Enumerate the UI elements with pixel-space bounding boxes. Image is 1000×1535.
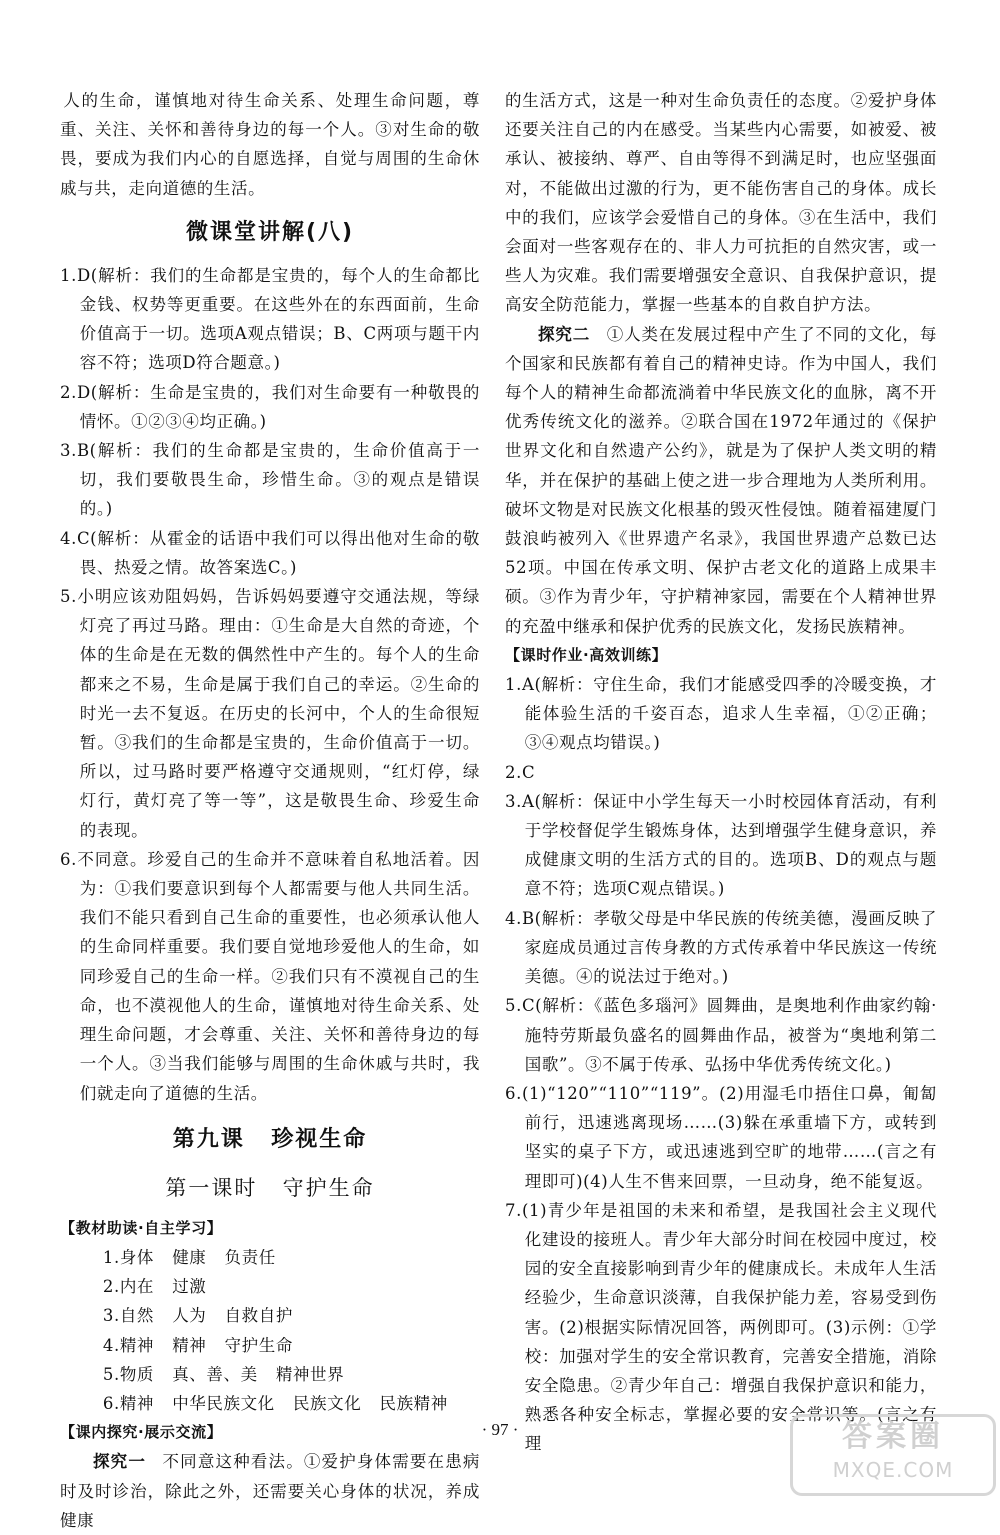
explore-header: 【课内探究·展示交流】 (60, 1423, 223, 1442)
self-study-answer-6 (60, 1389, 480, 1418)
explore-two-label: 探究二 (538, 324, 591, 344)
explore-two-text: ①人类在发展过程中产生了不同的文化，每个国家和民族都有着自己的精神史诗。作为中国人，我们每个人的精神生命都流淌着中华民族文化的血脉，离不开优秀传统文化的滋养。②联合国在1972年通过的《保护世界文化和自然遗产公约》，就是为了保护人类文明的精华，并在保护的基础上使之进一步合理地为人类所利用。破坏文物是对民族文化根基的毁灭性侵蚀。随着福建厦门鼓浪屿被列入《世界遗产名录》，我国世界遗产总数已达52项。中国在传承文明、保护古老文化的道路上成果丰硕。③作为青少年，守护精神家园，需要在个人精神世界的充盈中继承和保护优秀的民族文化，发扬民族精神。 (505, 324, 937, 636)
lesson-title (60, 1118, 480, 1162)
answer-word: 守护生命 (224, 1335, 293, 1355)
intro-paragraph: 人的生命，谨慎地对待生命关系、处理生命问题，尊重、关注、关怀和善待身边的每一个人。③对生命的敬畏，要成为我们内心的自愿选择，自觉与周围的生命休戚与共，走向道德的生活。 (60, 91, 480, 198)
right-column (505, 86, 937, 1459)
answer-word: 1.身体 (102, 1247, 155, 1267)
homework-item-3: 3.A(解析：保证中小学生每天一小时校园体育活动，有利于学校督促学生锻炼身体，达到增强学生健身意识，养成健康文明的生活方式的目的。选项B、D的观点与题意不符；选项C观点错误。) (505, 791, 937, 899)
lesson-number: 第九课 (172, 1126, 245, 1152)
answer-word: 2.内在 (102, 1277, 155, 1297)
homework-item-2: 2.C (505, 762, 536, 782)
answer-item-1: 1.D(解析：我们的生命都是宝贵的，每个人的生命都比金钱、权势等更重要。在这些外在的东西面前，生命价值高于一切。选项A观点错误；B、C两项与题干内容不符；选项D符合题意。) (60, 265, 480, 373)
self-study-answer-3 (60, 1301, 480, 1330)
answer-word: 健康 (172, 1247, 207, 1267)
homework-item-6: 6.(1)“120”“110”“119”。(2)用湿毛巾捂住口鼻，匍匐前行，迅速逃离现场……(3)躲在承重墙下方，或转到坚实的桌子下方，或迅速逃到空旷的地带……(言之有理即可)(4)人生不售来回票，一旦动身，绝不能复返。 (505, 1083, 937, 1191)
self-study-answer-4 (60, 1331, 480, 1360)
answer-word: 过激 (172, 1277, 207, 1297)
answer-item-6: 6.不同意。珍爱自己的生命并不意味着自私地活着。因为：①我们要意识到每个人都需要与他人共同生活。我们不能只看到自己生命的重要性，也必须承认他人的生命同样重要。我们要自觉地珍爱他人的生命，如同珍爱自己的生命一样。②我们只有不漠视自己的生命，也不漠视他人的生命，谨慎地对待生命关系、处理生命问题，才会尊重、关注、关怀和善待身边的每一个人。③当我们能够与周围的生命休戚与共时，我们就走向了道德的生活。 (60, 849, 480, 1103)
answer-word: 精神 (172, 1335, 207, 1355)
answer-word: 中华民族文化 (172, 1393, 275, 1413)
explore-one-label: 探究一 (93, 1452, 147, 1472)
self-study-header: 【教材助读·自主学习】 (60, 1218, 223, 1237)
homework-item-4: 4.B(解析：孝敬父母是中华民族的传统美德，漫画反映了家庭成员通过言传身教的方式传承着中华民族这一传统美德。④的说法过于绝对。) (505, 908, 937, 987)
self-study-answer-5 (60, 1360, 480, 1389)
watermark-logo (790, 1414, 996, 1496)
explore-one-text: 不同意这种看法。①爱护身体需要在患病时及时诊治，除此之外，还需要关心身体的状况，养成健康 (60, 1452, 480, 1530)
homework-item-1: 1.A(解析：守住生命，我们才能感受四季的冷暖变换，才能体验生活的千姿百态，追求人生幸福，①②正确；③④观点均错误。) (505, 675, 937, 753)
watermark-main-text: 答案圈 (842, 1419, 944, 1454)
lesson-name: 珍视生命 (271, 1126, 368, 1152)
answer-word: 6.精神 (102, 1393, 155, 1413)
answer-word: 4.精神 (102, 1335, 155, 1355)
answer-item-4: 4.C(解析：从霍金的话语中我们可以得出他对生命的敬畏、热爱之情。故答案选C。) (60, 528, 480, 577)
answer-item-3: 3.B(解析：我们的生命都是宝贵的，生命价值高于一切，我们要敬畏生命，珍惜生命。③的观点是错误的。) (60, 441, 480, 519)
answer-word: 自救自护 (224, 1306, 293, 1326)
homework-item-5: 5.C(解析：《蓝色多瑙河》圆舞曲，是奥地利作曲家约翰·施特劳斯最负盛名的圆舞曲作品，被誉为“奥地利第二国歌”。③不属于传承、弘扬中华优秀传统文化。) (505, 996, 937, 1074)
sub-title (60, 1166, 480, 1210)
sub-title-name: 守护生命 (282, 1175, 375, 1200)
section-title: 微课堂讲解(八) (185, 219, 355, 245)
self-study-answer-2 (60, 1272, 480, 1301)
homework-header: 【课时作业·高效训练】 (505, 645, 668, 664)
answer-word: 3.自然 (102, 1306, 155, 1326)
answer-word: 人为 (172, 1306, 207, 1326)
answer-word: 5.物质 (102, 1364, 155, 1384)
watermark-sub-text: MXQE.COM (832, 1458, 954, 1482)
answer-item-2: 2.D(解析：生命是宝贵的，我们对生命要有一种敬畏的情怀。①②③④均正确。) (60, 382, 480, 431)
answer-word: 民族文化 (292, 1393, 362, 1413)
answer-word: 负责任 (224, 1247, 276, 1267)
answer-word: 民族精神 (379, 1393, 448, 1413)
continuation-paragraph: 的生活方式，这是一种对生命负责任的态度。②爱护身体还要关注自己的内在感受。当某些内心需要，如被爱、被承认、被接纳、尊严、自由等得不到满足时，也应坚强面对，不能做出过激的行为，更不能伤害自己的身体。成长中的我们，应该学会爱惜自己的身体。③在生活中，我们会面对一些客观存在的、非人力可抗拒的自然灾害，或一些人为灾难。我们需要增强安全意识、自我保护意识，提高安全防范能力，掌握一些基本的自救自护方法。 (505, 91, 937, 315)
answer-item-5: 5.小明应该劝阻妈妈，告诉妈妈要遵守交通法规，等绿灯亮了再过马路。理由：①生命是大自然的奇迹，个体的生命是在无数的偶然性中产生的。每个人的生命都来之不易，生命是属于我们自己的幸运。②生命的时光一去不复返。在历史的长河中，个人的生命很短暂。③我们的生命都是宝贵的，生命价值高于一切。所以，过马路时要严格遵守交通规则，“红灯停，绿灯行，黄灯亮了等一等”，这是敬畏生命、珍爱生命的表现。 (60, 587, 480, 840)
answer-word: 精神世界 (275, 1364, 345, 1384)
explore-one-paragraph (60, 1447, 480, 1535)
self-study-answer-1 (60, 1243, 480, 1272)
page-number: · 97 · (481, 1420, 519, 1439)
homework-item-7: 7.(1)青少年是祖国的未来和希望，是我国社会主义现代化建设的接班人。青少年大部分时间在校园中度过，校园的安全直接影响到青少年的健康成长。未成年人生活经验少，生命意识淡薄，自我保护能力差，容易受到伤害。(2)根据实际情况回答，两例即可。(3)示例：①学校：加强对学生的安全常识教育，完善安全措施，消除安全隐患。②青少年自己：增强自我保护意识和能力，熟悉各种安全标志，掌握必要的安全常识等。(言之有理 (505, 1200, 937, 1454)
sub-title-number: 第一课时 (165, 1175, 258, 1200)
left-column (60, 86, 480, 1535)
explore-two-paragraph (505, 320, 937, 641)
answer-word: 真、善、美 (172, 1364, 258, 1384)
